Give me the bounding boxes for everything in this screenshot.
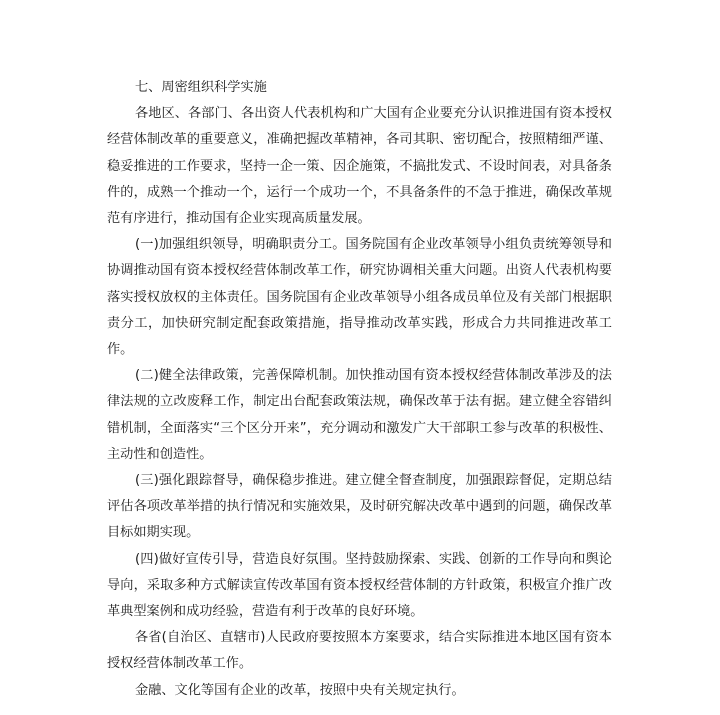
section-heading: 七、周密组织科学实施 <box>135 80 267 95</box>
paragraph-item-2: (二)健全法律政策，完善保障机制。加快推动国有资本授权经营体制改革涉及的法律法规的立改废释工作，制定出台配套政策法规，确保改革于法有据。建立健全容错纠错机制，全面落实“三个区分开来”，充分调动和激发广大干部职工参与改革的积极性、主动性和创造性。 <box>107 368 612 462</box>
paragraph-intro: 各地区、各部门、各出资人代表机构和广大国有企业要充分认识推进国有资本授权经营体制改革的重要意义，准确把握改革精神，各司其职、密切配合，按照精细严谨、稳妥推进的工作要求，坚持一企一策、因企施策，不搞批发式、不设时间表，对具备条件的，成熟一个推动一个，运行一个成功一个，不具备条件的不急于推进，确保改革规范有序进行，推动国有企业实现高质量发展。 <box>107 106 612 227</box>
document-page <box>107 75 612 704</box>
paragraph-item-4: (四)做好宣传引导，营造良好氛围。坚持鼓励探索、实践、创新的工作导向和舆论导向，采取多种方式解读宣传改革国有资本授权经营体制的方针政策，积极宣介推广改革典型案例和成功经验，营造有利于改革的良好环境。 <box>107 551 612 620</box>
paragraph-item-1: (一)加强组织领导，明确职责分工。国务院国有企业改革领导小组负责统筹领导和协调推动国有资本授权经营体制改革工作，研究协调相关重大问题。出资人代表机构要落实授权放权的主体责任。国务院国有企业改革领导小组各成员单位及有关部门根据职责分工，加快研究制定配套政策措施，指导推动改革实践，形成合力共同推进改革工作。 <box>107 237 612 358</box>
paragraph-finance-culture: 金融、文化等国有企业的改革，按照中央有关规定执行。 <box>135 682 465 698</box>
paragraph-provinces: 各省(自治区、直辖市)人民政府要按照本方案要求，结合实际推进本地区国有资本授权经营体制改革工作。 <box>107 630 612 672</box>
paragraph-item-3: (三)强化跟踪督导，确保稳步推进。建立健全督查制度，加强跟踪督促，定期总结评估各项改革举措的执行情况和实施效果，及时研究解决改革中遇到的问题，确保改革目标如期实现。 <box>107 473 612 541</box>
